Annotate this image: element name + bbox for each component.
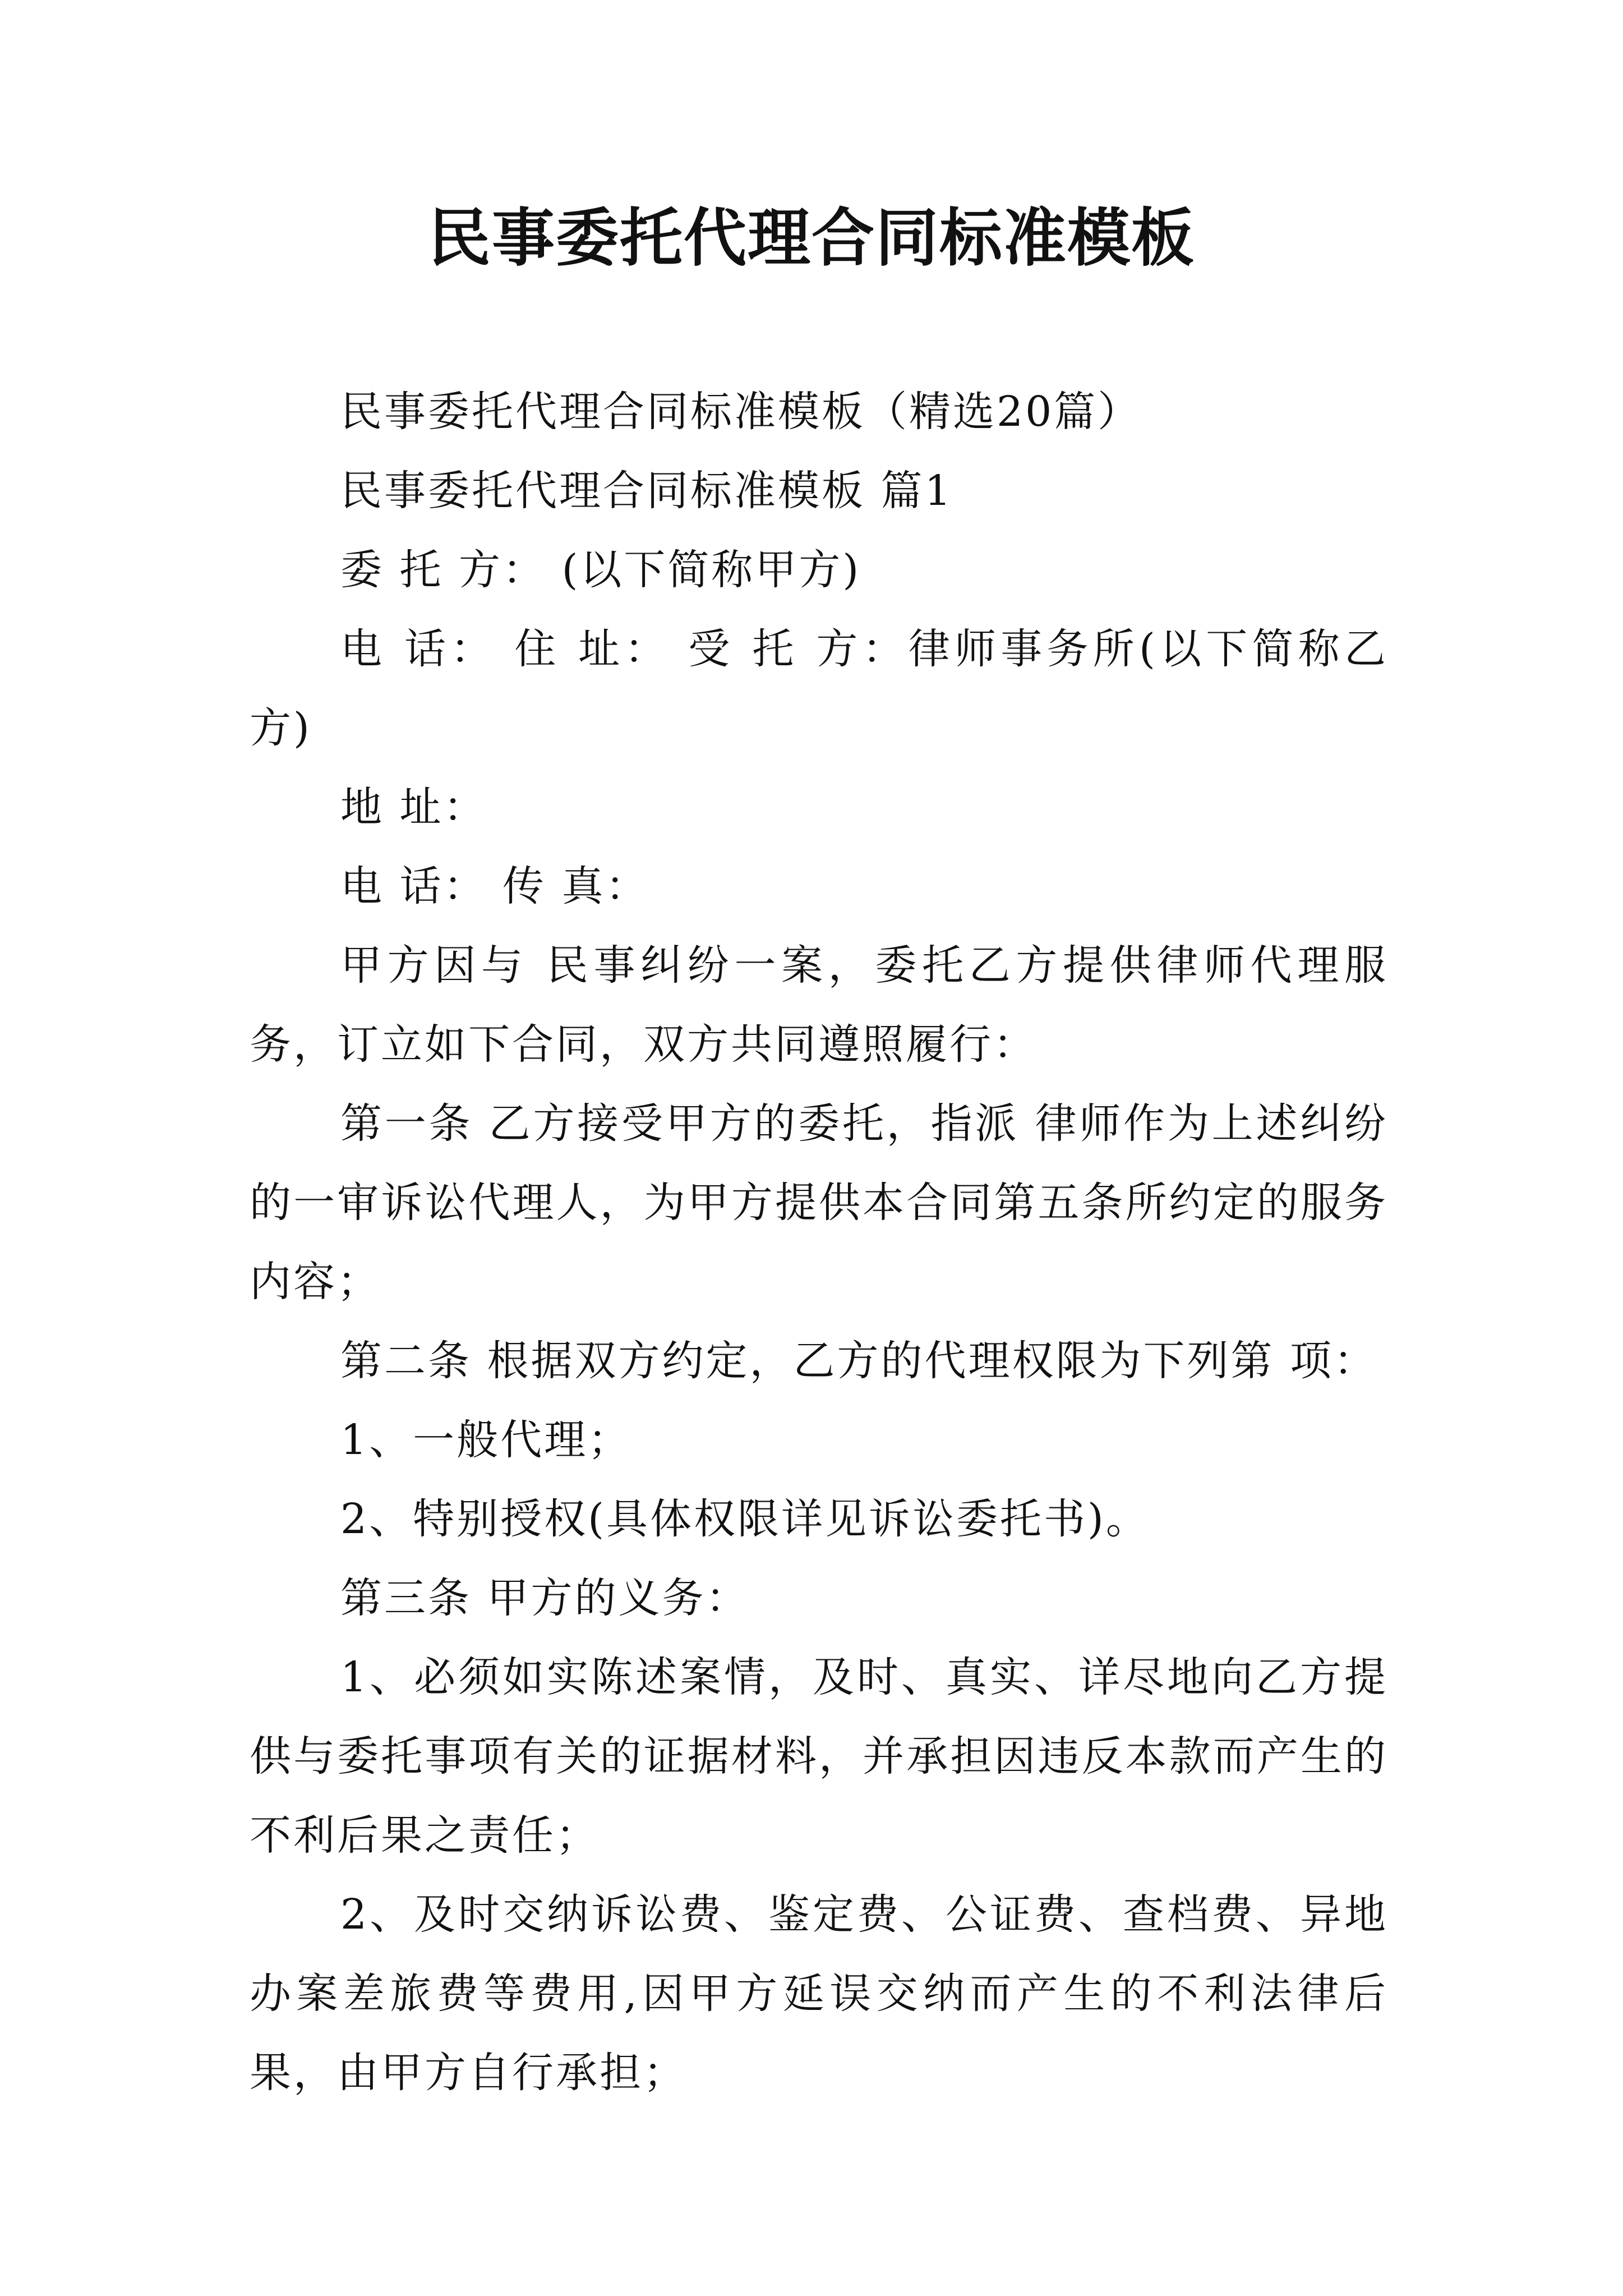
paragraph-preamble: 甲方因与 民事纠纷一案，委托乙方提供律师代理服务，订立如下合同，双方共同遵照履行： bbox=[250, 941, 1388, 1069]
paragraph-article-3-item-2: 2、及时交纳诉讼费、鉴定费、公证费、查档费、异地办案差旅费等费用,因甲方延误交纳而产生的不利法律后果，由甲方自行承担； bbox=[250, 1890, 1388, 2097]
paragraph-article-2-item-2: 2、特别授权(具体权限详见诉讼委托书)。 bbox=[340, 1495, 1150, 1543]
paragraph-principal: 委 托 方： (以下简称甲方) bbox=[340, 546, 861, 594]
document-body bbox=[250, 372, 1388, 2113]
paragraph-section-heading: 民事委托代理合同标准模板 篇1 bbox=[340, 467, 953, 515]
paragraph-subtitle: 民事委托代理合同标准模板（精选20篇） bbox=[340, 388, 1142, 436]
document-title: 民事委托代理合同标准模板 bbox=[428, 201, 1195, 275]
paragraph-article-1: 第一条 乙方接受甲方的委托，指派 律师作为上述纠纷的一审诉讼代理人，为甲方提供本合同第五条所约定的服务内容； bbox=[250, 1099, 1388, 1306]
paragraph-phone-fax: 电 话： 传 真： bbox=[340, 862, 649, 910]
paragraph-article-2-item-1: 1、一般代理； bbox=[340, 1416, 632, 1464]
paragraph-article-2: 第二条 根据双方约定，乙方的代理权限为下列第 项： bbox=[340, 1337, 1378, 1385]
paragraph-contact-agent: 电 话： 住 址： 受 托 方：律师事务所(以下简称乙方) bbox=[250, 625, 1388, 752]
paragraph-article-3-item-1: 1、必须如实陈述案情，及时、真实、详尽地向乙方提供与委托事项有关的证据材料，并承担因违反本款而产生的不利后果之责任； bbox=[250, 1653, 1388, 1860]
paragraph-address: 地 址： bbox=[340, 783, 487, 831]
paragraph-article-3: 第三条 甲方的义务： bbox=[340, 1574, 750, 1622]
